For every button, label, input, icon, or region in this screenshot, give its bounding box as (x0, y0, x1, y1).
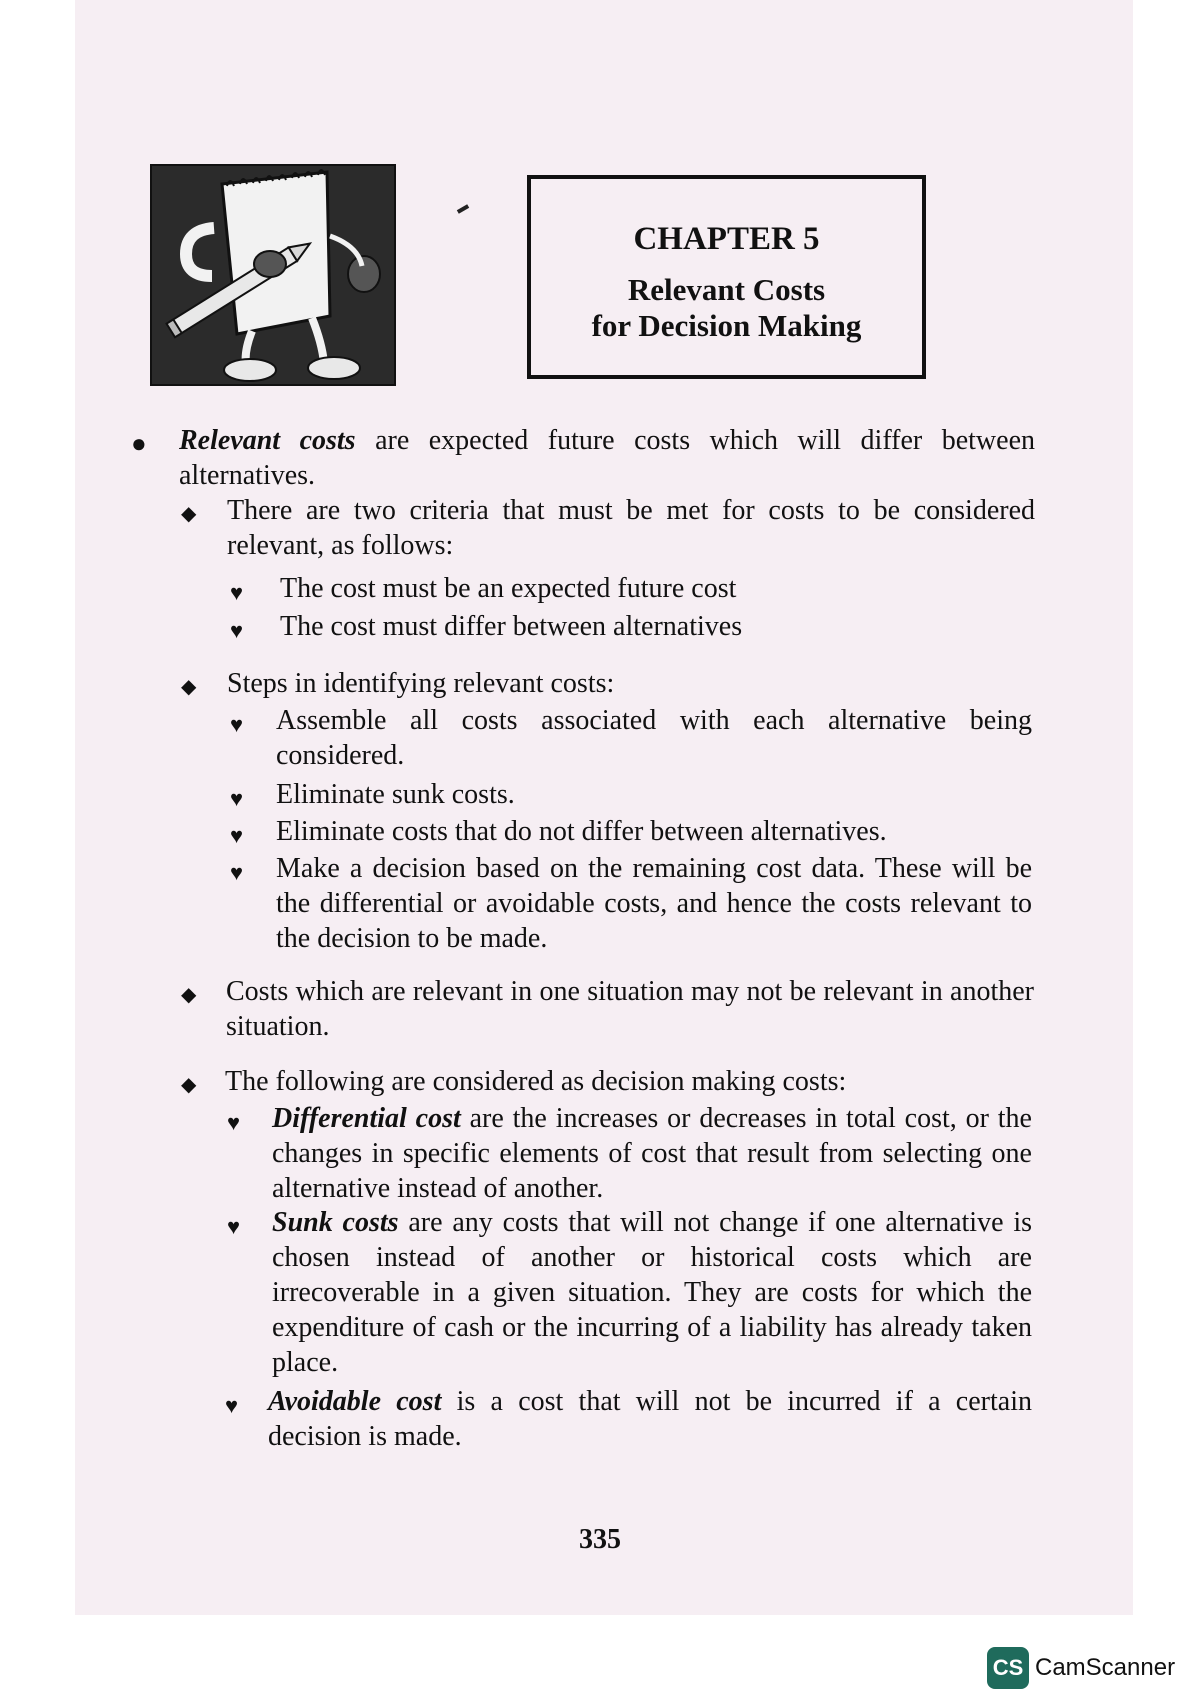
page-number: 335 (579, 1524, 621, 1555)
chapter-label: CHAPTER 5 (633, 221, 820, 257)
situation-note: Costs which are relevant in one situation may not be relevant in another situation. (226, 976, 1034, 1042)
steps-item: Eliminate sunk costs. (276, 779, 515, 810)
camscanner-name: CamScanner (1035, 1654, 1176, 1681)
steps-heading: Steps in identifying relevant costs: (227, 668, 615, 699)
bullet-level3: ♥ (230, 580, 244, 605)
bullet-level2: ◆ (181, 984, 197, 1006)
sunk-costs-text: are any costs that will not change if one alternative is chosen instead of another or historical costs which are irrecoverable in a given situation. They are costs for which the expenditure of cash or the incurring of a liability has already taken place. (272, 1207, 1032, 1378)
differential-cost-term: Differential cost (272, 1103, 461, 1134)
intro-text: are expected future costs which will differ between alternatives. (179, 425, 1036, 491)
decision-cost-item (272, 1205, 1032, 1380)
sunk-costs-term: Sunk costs (272, 1207, 399, 1238)
bullet-level3: ♥ (227, 1214, 241, 1239)
bullet-level2: ◆ (181, 1074, 197, 1096)
decision-cost-item (268, 1384, 1032, 1454)
bullet-level3: ♥ (230, 618, 244, 643)
bullet-level3: ♥ (230, 786, 244, 811)
chapter-subtitle-line1: Relevant Costs (627, 272, 826, 307)
bullet-level3: ♥ (230, 860, 244, 885)
differential-cost-text: are the increases or decreases in total cost, or the changes in specific elements of cost that result from selecting one alternative instead of another. (272, 1103, 1032, 1204)
intro-term: Relevant costs (179, 425, 356, 456)
bullet-level2: ◆ (181, 676, 197, 698)
decision-costs-heading: The following are considered as decision making costs: (225, 1066, 847, 1097)
chapter-subtitle-line2: for Decision Making (591, 308, 862, 343)
bullet-level3: ♥ (230, 823, 244, 848)
bullet-level3: ♥ (230, 712, 244, 737)
bullet-level3: ♥ (227, 1110, 241, 1135)
steps-item: Assemble all costs associated with each alternative being considered. (276, 705, 1032, 771)
steps-item: Make a decision based on the remaining cost data. These will be the differential or avoidable costs, and hence the costs relevant to the decision to be made. (276, 853, 1032, 954)
steps-item: Eliminate costs that do not differ between alternatives. (276, 816, 887, 847)
camscanner-logo-icon: CS (987, 1647, 1029, 1689)
criteria-heading: There are two criteria that must be met for costs to be considered relevant, as follows: (227, 495, 1035, 561)
avoidable-cost-term: Avoidable cost (268, 1386, 442, 1417)
intro-paragraph (179, 423, 1035, 493)
bullet-level3: ♥ (225, 1393, 239, 1418)
bullet-level2: ◆ (181, 503, 197, 525)
camscanner-watermark (987, 1646, 1175, 1690)
criteria-item: The cost must be an expected future cost (280, 573, 737, 604)
decision-cost-item (272, 1101, 1032, 1206)
criteria-item: The cost must differ between alternatives (280, 611, 743, 642)
avoidable-cost-text: is a cost that will not be incurred if a certain decision is made. (268, 1386, 1032, 1452)
bullet-level1: ● (131, 429, 147, 458)
